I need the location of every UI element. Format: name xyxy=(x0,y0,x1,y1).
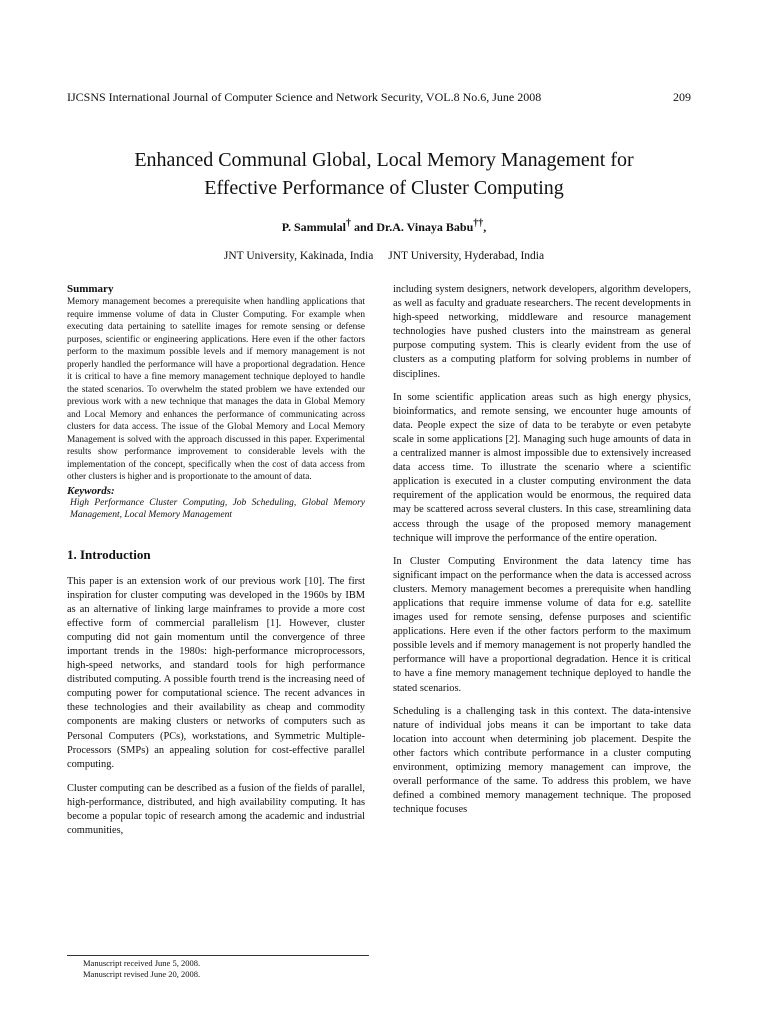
running-header xyxy=(67,90,691,105)
footnote-received: Manuscript received June 5, 2008. xyxy=(83,958,201,968)
right-paragraph-1: including system designers, network developers, algorithm developers, as well as faculty and graduate researchers. The recent developments in high-speed networking, middleware and resource management technologies have pushed clusters into the mainstream as general purpose computing system. This is clearly evident from the use of clusters as a computing platform for solving problems in number of disciplines. xyxy=(393,284,691,380)
author-2: Dr.A. Vinaya Babu xyxy=(376,220,474,234)
author-and: and xyxy=(350,220,377,234)
footnote-rule xyxy=(67,955,369,956)
introduction-heading: 1. Introduction xyxy=(67,546,151,562)
keywords-text: High Performance Cluster Computing, Job Scheduling, Global Memory Management, Local Memory Management xyxy=(70,497,365,520)
affiliation-2: JNT University, Hyderabad, India xyxy=(388,250,545,262)
summary-text: Memory management becomes a prerequisite when handling applications that require immense volume of data in Cluster Computing. For example when executing data pertaining to satellite images for remote sensing or defense purposes, scientific or engineering applications. Here even if the other factors perform to the maximum possible levels and if memory management is not properly handled the performance will have a proportional degradation. Hence it is critical to have a fine memory management technique deployed to handle the stated scenarios. To overwhelm the stated problem we have extended our previous work with a new technique that manages the data in Global Memory and Local Memory and enhances the performance of communicating across clusters for data access. The issue of the Global Memory and Local Memory Management is solved with the approach discussed in this paper. Experimental results show performance improvement to considerable levels with the implementation of the concept, specifically when the cost of data access from other clusters is higher and is proportionate to the amount of data. xyxy=(67,297,365,482)
author-list xyxy=(0,218,768,235)
title-line-2: Effective Performance of Cluster Computing xyxy=(204,177,564,199)
author-1-mark: † xyxy=(345,218,351,229)
footnotes xyxy=(83,958,200,980)
right-paragraph-2: In some scientific application areas such as high energy physics, bioinformatics, and remote sensing, we encounter huge amounts of data. People expect the size of data to be terabyte or even petabyte scale in some applications [2]. Managing such huge amounts of data in a centralized manner is almost impossible due to extensively increased data access time. To illustrate the scenario where a scientific application is executed in a cluster computing environment the data requirement of the application would be enormous, the required data may be scattered across several clusters. In this case, streamlining data access through the usage of the proposed memory management technique will improve the performance of the entire operation. xyxy=(393,391,691,544)
footnote-revised: Manuscript revised June 20, 2008. xyxy=(83,969,201,979)
summary-heading: Summary xyxy=(67,283,114,295)
author-1: P. Sammulal xyxy=(281,220,346,234)
left-column xyxy=(67,283,365,838)
paper-title xyxy=(0,146,768,202)
introduction-paragraph-2: Cluster computing can be described as a fusion of the fields of parallel, high-performance, distributed, and high availability computing. It has become a popular topic of research among the academic and industrial communities, xyxy=(67,782,365,837)
affiliation-1: JNT University, Kakinada, India xyxy=(223,250,374,262)
right-paragraph-4: Scheduling is a challenging task in this context. The data-intensive nature of individual jobs means it can be important to take data location into account when determining job placement. Despite the other factors which contribute performance in a cluster computing environment, optimizing memory management can improve, the overall performance of the same. To address this problem, we have defined a combined memory management technique. The proposed technique focuses xyxy=(393,705,691,816)
author-trail: , xyxy=(483,220,487,234)
introduction-paragraph-1: This paper is an extension work of our previous work [10]. The first inspiration for cluster computing was developed in the 1960s by IBM as an alternative of linking large mainframes to provide a more cost effective form of commercial parallelism [1]. However, cluster computing did not gain momentum until the convergence of three important trends in the 1980s: high-performance microprocessors, high-speed networks, and standard tools for high performance distributed computing. A possible fourth trend is the increasing need of computing power for computational science. The recent advances in these technologies and their availability as cheap and commodity components are making clusters or networks of computers such as Personal Computers (PCs), workstations, and Symmetric Multiple-Processors (SMPs) an appealing solution for cost-effective parallel computing. xyxy=(67,575,365,770)
author-2-mark: †† xyxy=(473,218,484,229)
keywords-heading: Keywords: xyxy=(67,484,115,497)
affiliations xyxy=(0,250,768,262)
page-number: 209 xyxy=(673,90,691,104)
right-paragraph-3: In Cluster Computing Environment the data latency time has significant impact on the performance when the data is accessed across clusters. Memory management becomes a prerequisite when handling applications that require immense volume of data for e.g. satellite images used for remote sensing, defense purposes and scientific applications. Here even if the other factors perform to the maximum possible levels and if memory management is not properly handled the performance will have a proportional degradation. Hence it is critical to have a fine memory management technique deployed to handle the stated scenarios. xyxy=(393,555,691,694)
right-column xyxy=(393,283,691,817)
journal-name: IJCSNS International Journal of Computer Science and Network Security, VOL.8 No.6, June 2008 xyxy=(67,90,542,104)
title-line-1: Enhanced Communal Global, Local Memory Management for xyxy=(134,149,634,171)
